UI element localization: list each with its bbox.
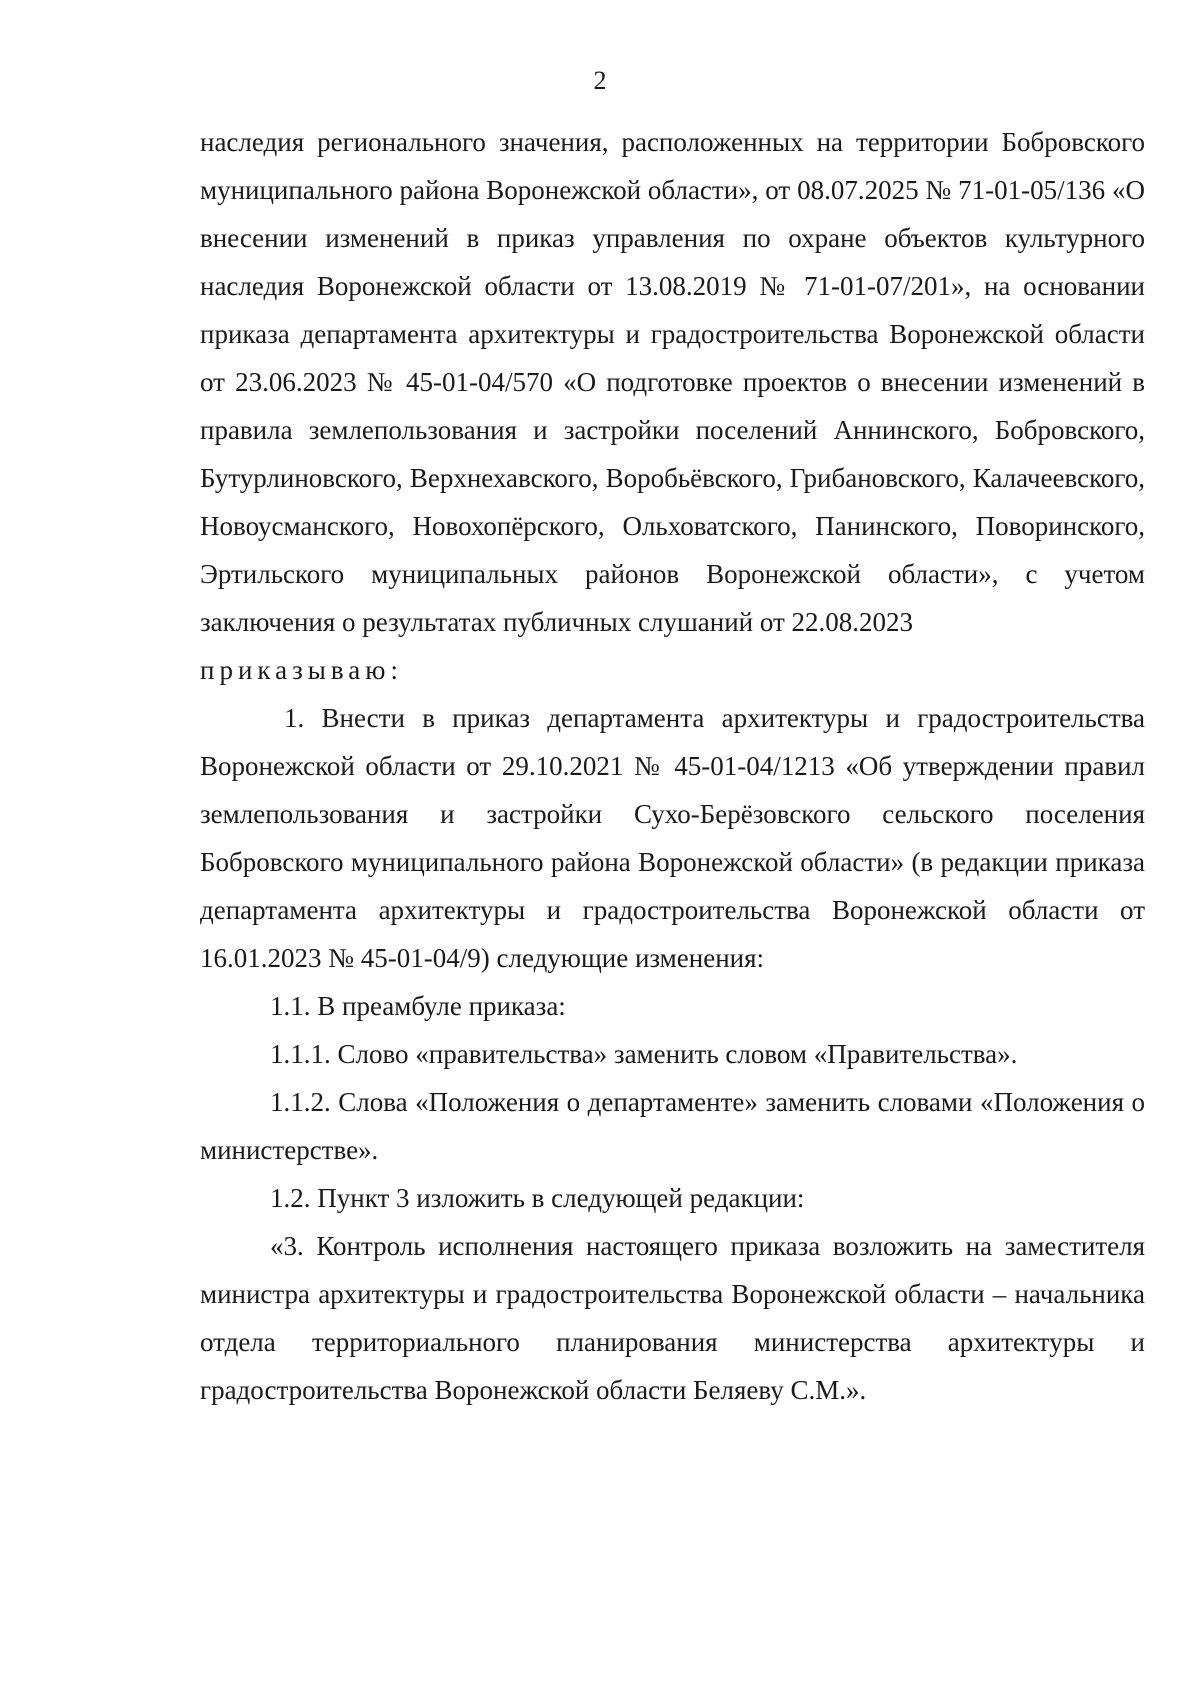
document-body xyxy=(200,118,1145,1414)
item-1-paragraph: 1. Внести в приказ департамента архитектуры и градостроительства Воронежской области от 29.10.2021 № 45-01-04/1213 «Об утверждении правил землепользования и застройки Сухо-Берёзовского сельского поселения Бобровского муниципального района Воронежской области» (в редакции приказа департамента архитектуры и градостроительства Воронежской области от 16.01.2023 № 45-01-04/9) следующие изменения: xyxy=(200,703,1145,973)
preamble-paragraph: наследия регионального значения, расположенных на территории Бобровского муниципального района Воронежской области», от 08.07.2025 № 71-01-05/136 «О внесении изменений в приказ управления по охране объектов культурного наследия Воронежской области от 13.08.2019 № 71-01-07/201», на основании приказа департамента архитектуры и градостроительства Воронежской области от 23.06.2023 № 45-01-04/570 «О подготовке проектов о внесении изменений в правила землепользования и застройки поселений Аннинского, Бобровского, Бутурлиновского, Верхнехавского, Воробьёвского, Грибановского, Калачеевского, Новоусманского, Новохопёрского, Ольховатского, Панинского, Поворинского, Эртильского муниципальных районов Воронежской области», с учетом заключения о результатах публичных слушаний от 22.08.2023 xyxy=(200,127,1145,637)
item-1-1-2-paragraph: 1.1.2. Слова «Положения о департаменте» заменить словами «Положения о министерстве». xyxy=(200,1087,1145,1165)
order-word: приказываю: xyxy=(200,655,403,685)
item-1-2-paragraph: 1.2. Пункт 3 изложить в следующей редакции: xyxy=(270,1183,805,1213)
item-1-1-paragraph: 1.1. В преамбуле приказа: xyxy=(270,991,566,1021)
page-number: 2 xyxy=(593,66,607,95)
item-1-1-1-paragraph: 1.1.1. Слово «правительства» заменить словом «Правительства». xyxy=(270,1039,1018,1069)
item-3-quote-paragraph: «3. Контроль исполнения настоящего приказа возложить на заместителя министра архитектуры и градостроительства Воронежской области – начальника отдела территориального планирования министерства архитектуры и градостроительства Воронежской области Беляеву С.М.». xyxy=(200,1231,1145,1405)
